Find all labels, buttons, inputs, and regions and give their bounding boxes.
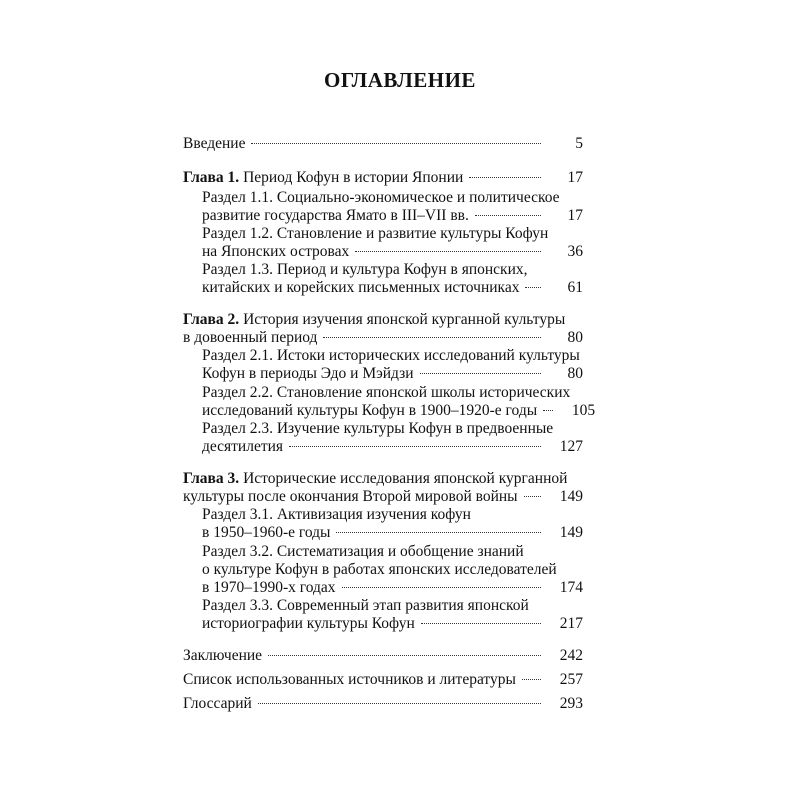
entry-title-line-2: Кофун в периоды Эдо и Мэйдзи <box>202 365 414 382</box>
toc-entry-section-2-3[interactable] <box>202 420 583 456</box>
page-number: 5 <box>575 135 583 152</box>
toc-entry-conclusion[interactable] <box>183 647 583 665</box>
entry-title: Введение <box>183 135 246 152</box>
entry-title-line-2: о культуре Кофун в работах японских исследователей <box>202 561 557 578</box>
toc-entry-section-3-2[interactable] <box>202 543 583 597</box>
dot-leader <box>421 623 541 624</box>
toc-entry-section-3-1[interactable] <box>202 506 583 542</box>
entry-title: Заключение <box>183 647 263 664</box>
toc-entry-introduction[interactable] <box>183 135 583 153</box>
dot-leader <box>268 655 541 656</box>
entry-title-line-1: Раздел 3.3. Современный этап развития японской <box>202 597 529 614</box>
entry-title-line-2: десятилетия <box>202 438 284 455</box>
toc-entry-section-1-3[interactable] <box>202 261 583 297</box>
entry-title-line-1: Раздел 1.1. Социально-экономическое и политическое <box>202 189 560 206</box>
dot-leader <box>323 337 541 338</box>
page-number: 174 <box>559 579 583 596</box>
entry-title-line-2: на Японских островах <box>202 243 350 260</box>
dot-leader <box>524 496 541 497</box>
dot-leader <box>525 287 541 288</box>
dot-leader <box>336 532 541 533</box>
page-number: 257 <box>559 671 583 688</box>
entry-title-line-2: в 1950–1960-е годы <box>202 524 331 541</box>
entry-title-line-1: Раздел 3.1. Активизация изучения кофун <box>202 506 471 523</box>
entry-title-line-2: историографии культуры Кофун <box>202 615 415 632</box>
toc-entry-section-1-2[interactable] <box>202 225 583 261</box>
page-number: 80 <box>567 329 583 346</box>
dot-leader <box>420 373 541 374</box>
entry-title-line-1: Раздел 3.2. Систематизация и обобщение знаний <box>202 543 524 560</box>
toc-entry-chapter-2[interactable] <box>183 311 583 347</box>
dot-leader <box>342 587 541 588</box>
page-title: ОГЛАВЛЕНИЕ <box>324 68 476 92</box>
entry-title: Глоссарий <box>183 695 252 712</box>
entry-title-line-1: Раздел 2.2. Становление японской школы исторических <box>202 384 571 401</box>
dot-leader <box>289 446 541 447</box>
toc-entry-glossary[interactable] <box>183 695 583 713</box>
page-number: 17 <box>567 207 583 224</box>
page-number: 149 <box>559 488 583 505</box>
entry-title-line-2: культуры после окончания Второй мировой войны <box>183 488 518 505</box>
entry-title-line-2: исследований культуры Кофун в 1900–1920-е годы <box>202 402 538 419</box>
toc-entry-chapter-1[interactable] <box>183 169 583 187</box>
dot-leader <box>251 143 541 144</box>
toc-entry-section-1-1[interactable] <box>202 189 583 225</box>
chapter-label: Глава 1. <box>183 169 240 186</box>
toc-entry-section-3-3[interactable] <box>202 597 583 633</box>
dot-leader <box>469 177 541 178</box>
dot-leader <box>475 215 541 216</box>
entry-title-line-2: в довоенный период <box>183 329 318 346</box>
entry-title-line-1: Раздел 1.2. Становление и развитие культуры Кофун <box>202 225 549 242</box>
entry-title-line-1: Раздел 2.1. Истоки исторических исследований культуры <box>202 347 580 364</box>
dot-leader <box>522 679 541 680</box>
page-number: 127 <box>559 438 583 455</box>
page-number: 17 <box>567 169 583 186</box>
entry-title: Список использованных источников и литературы <box>183 671 516 688</box>
dot-leader <box>355 251 541 252</box>
chapter-label: Глава 2. <box>183 311 240 328</box>
page-number: 293 <box>559 695 583 712</box>
page-number: 242 <box>559 647 583 664</box>
toc-entry-section-2-2[interactable] <box>202 384 596 420</box>
entry-title-line-1: Исторические исследования японской курганной <box>239 470 568 487</box>
dot-leader <box>543 410 553 411</box>
entry-title-line-1: Раздел 2.3. Изучение культуры Кофун в предвоенные <box>202 420 554 437</box>
page-number: 36 <box>567 243 583 260</box>
page-number: 217 <box>559 615 583 632</box>
page-number: 61 <box>567 279 583 296</box>
toc-entry-chapter-3[interactable] <box>183 470 583 506</box>
toc-entry-section-2-1[interactable] <box>202 347 583 383</box>
entry-title-line-2: развитие государства Ямато в III–VII вв. <box>202 207 469 224</box>
entry-title-line-1: История изучения японской курганной культуры <box>239 311 566 328</box>
toc-entry-references[interactable] <box>183 671 583 689</box>
page-number: 80 <box>567 365 583 382</box>
page-number: 149 <box>559 524 583 541</box>
entry-title: Период Кофун в истории Японии <box>239 169 464 186</box>
chapter-label: Глава 3. <box>183 470 240 487</box>
page-number: 105 <box>571 402 596 419</box>
entry-title-line-1: Раздел 1.3. Период и культура Кофун в японских, <box>202 261 528 278</box>
dot-leader <box>258 703 541 704</box>
entry-title-line-2: китайских и корейских письменных источниках <box>202 279 520 296</box>
entry-title-line-3: в 1970–1990-х годах <box>202 579 336 596</box>
